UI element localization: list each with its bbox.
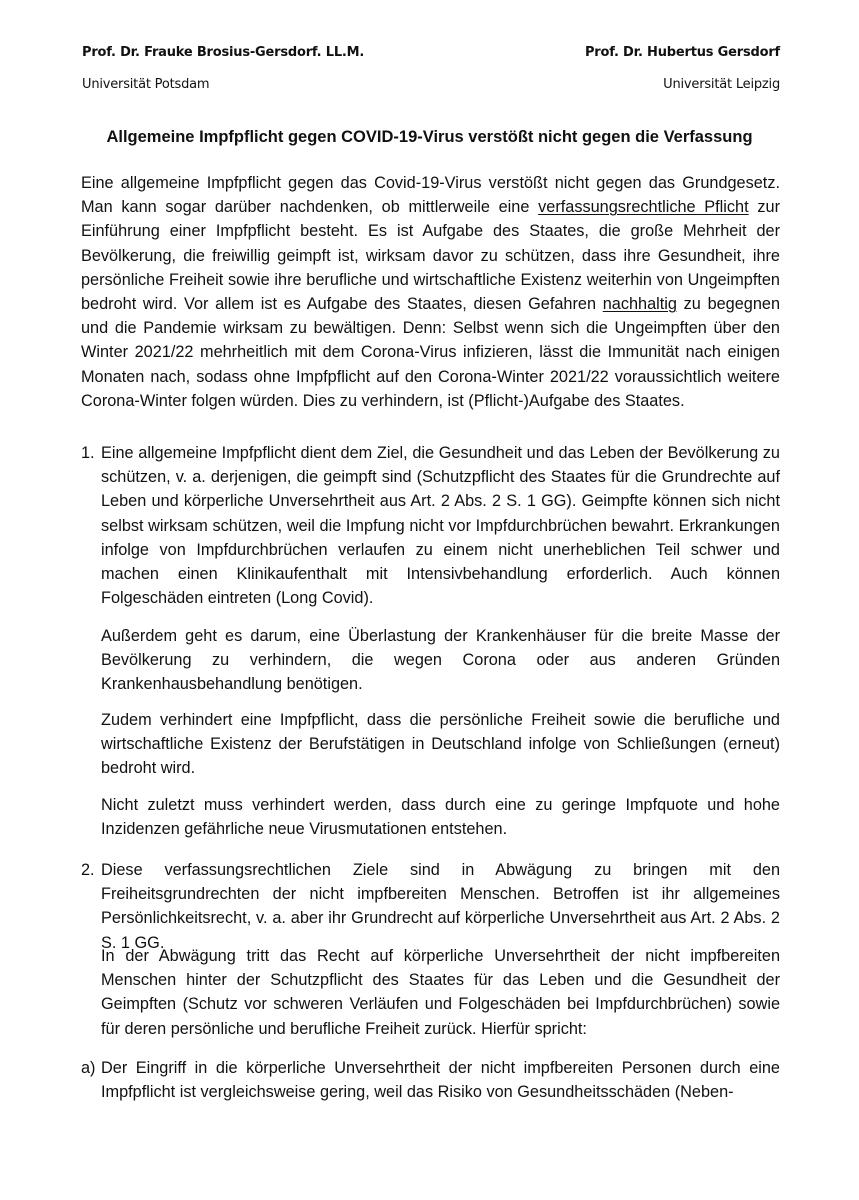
intro-text-1: Eine allgemeine Impfpflicht gegen das Covid-19-Virus verstößt nicht gegen das Grundgesetz. Man kann sogar darüber nachdenken, ob mittlerweile eine [81,174,780,217]
item-2-paragraph-2: In der Abwägung tritt das Recht auf körperliche Unversehrtheit der nicht impfbereiten Menschen hinter der Schutzpflicht des Staates für das Leben und die Gesundheit der Geimpften (Schutz vor schweren Verläufen und Folgeschäden bei Impfdurchbrüchen) sowie für deren persönliche und berufliche Freiheit zurück. Hierfür spricht: [101,947,780,1038]
item-1-paragraph-3: Zudem verhindert eine Impfpflicht, dass die persönliche Freiheit sowie die berufliche und wirtschaftliche Existenz der Berufstätigen in Deutschland infolge von Schließungen (erneut) bedroht wird. [101,711,780,778]
item-1-paragraph-2: Außerdem geht es darum, eine Überlastung der Krankenhäuser für die breite Masse der Bevölkerung zu verhindern, die wegen Corona oder aus anderen Gründen Krankenhausbehandlung benötigen. [101,627,780,694]
item-a-text: Der Eingriff in die körperliche Unversehrtheit der nicht impfbereiten Personen durch eine Impfpflicht ist vergleichsweise gering, weil das Risiko von Gesundheitsschäden (Neben- [101,1059,780,1102]
affiliation-left: Universität Potsdam [82,77,210,92]
list-item-1 [81,441,780,610]
intro-text-3: zu begegnen und die Pandemie wirksam zu bewältigen. Denn: Selbst wenn sich die Ungeimpften über den Winter 2021/22 mehrheitlich mit dem Corona-Virus infizieren, lässt die Immunität nach einigen Monaten nach, sodass ohne Impfpflicht auf den Corona-Winter 2021/22 voraussichtlich weitere Corona-Winter folgen würden. Dies zu verhindern, ist (Pflicht-)Aufgabe des Staates. [81,295,781,410]
item-1-paragraph-4: Nicht zuletzt muss verhindert werden, dass durch eine zu geringe Impfquote und hohe Inzidenzen gefährliche neue Virusmutationen entstehen. [101,796,780,839]
author-left: Prof. Dr. Frauke Brosius-Gersdorf. LL.M. [82,45,365,60]
intro-text-2: zur Einführung einer Impfpflicht besteht. Es ist Aufgabe des Staates, die große Mehrheit der Bevölkerung, die freiwillig geimpft ist, wirksam davor zu schützen, dass ihre Gesundheit, ihre persönliche Freiheit sowie ihre berufliche und wirtschaftliche Existenz weiterhin von Ungeimpften bedroht wird. Vor allem ist es Aufgabe des Staates, diesen Gefahren [81,198,780,314]
list-marker-2: 2. [81,861,95,879]
affiliation-right: Universität Leipzig [663,77,780,92]
list-item-2 [81,858,780,955]
item-2-text: Diese verfassungsrechtlichen Ziele sind in Abwägung zu bringen mit den Freiheitsgrundrechten der nicht impfbereiten Menschen. Betroffen ist ihr allgemeines Persönlichkeitsrecht, v. a. aber ihr Grundrecht auf körperliche Unversehrtheit aus Art. 2 Abs. 2 S. 1 GG. [101,861,780,952]
intro-underlined-1: verfassungsrechtliche Pflicht [538,198,749,217]
list-marker-1: 1. [81,444,95,462]
author-right: Prof. Dr. Hubertus Gersdorf [584,45,780,60]
list-item-a [81,1056,780,1104]
intro-paragraph [81,171,780,413]
item-1-text: Eine allgemeine Impfpflicht dient dem Ziel, die Gesundheit und das Leben der Bevölkerung zu schützen, v. a. derjenigen, die geimpft sind (Schutzpflicht des Staates für die Grundrechte auf Leben und körperliche Unversehrtheit aus Art. 2 Abs. 2 S. 1 GG). Geimpfte können sich nicht selbst wirksam schützen, weil die Impfung nicht vor Impfdurchbrüchen bewahrt. Erkrankungen infolge von Impfdurchbrüchen verlaufen zu einem nicht unerheblichen Teil schwer und machen einen Klinikaufenthalt mit Intensivbehandlung erforderlich. Auch können Folgeschäden eintreten (Long Covid). [101,444,780,608]
intro-underlined-2: nachhaltig [602,295,677,314]
document-title: Allgemeine Impfpflicht gegen COVID-19-Virus verstößt nicht gegen die Verfassung [106,128,753,146]
list-marker-a: a) [81,1059,96,1077]
